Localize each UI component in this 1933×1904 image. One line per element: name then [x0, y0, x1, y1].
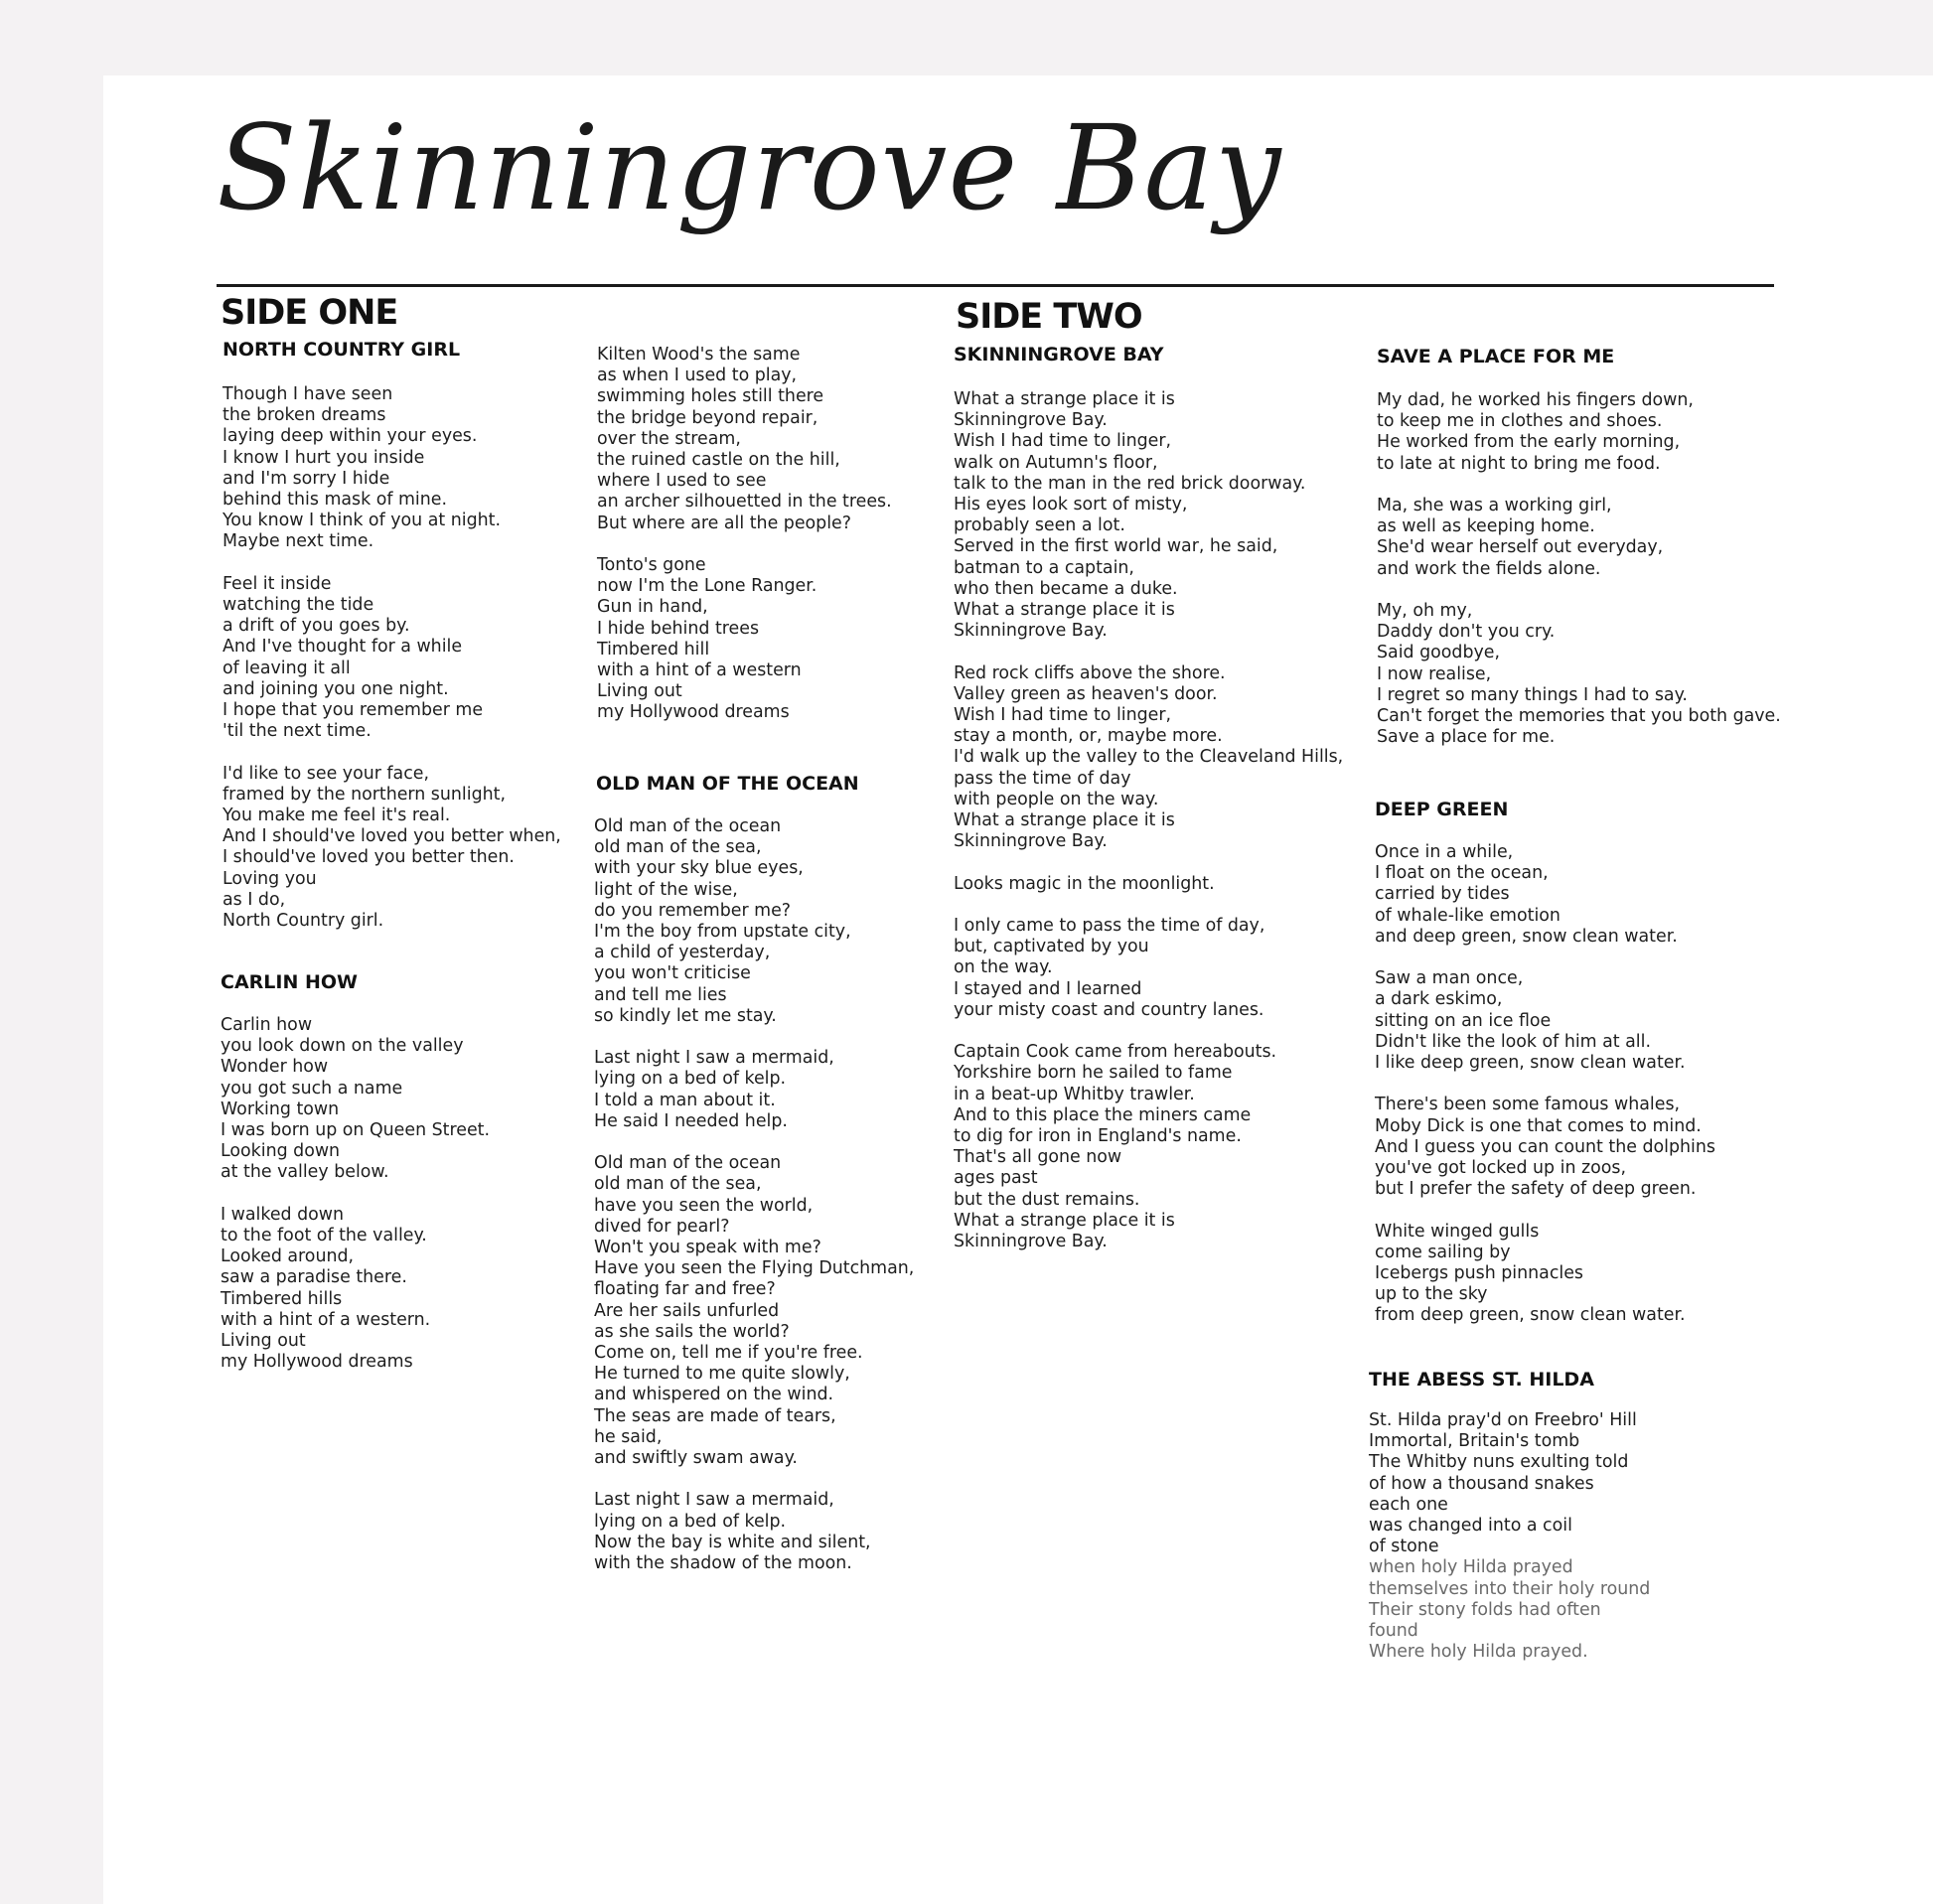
lyric-line: I only came to pass the time of day, [954, 916, 1265, 937]
lyric-line: light of the wise, [594, 879, 738, 900]
lyric-line: There's been some famous whales, [1375, 1095, 1681, 1115]
lyric-line: Kilten Wood's the same [597, 345, 801, 365]
lyric-line: I stayed and I learned [954, 978, 1142, 999]
lyric-line: floating far and free? [594, 1279, 776, 1300]
lyric-line: batman to a captain, [954, 557, 1134, 578]
lyric-line: stay a month, or, maybe more. [954, 726, 1223, 747]
lyric-line: old man of the sea, [594, 837, 762, 858]
lyric-line: you look down on the valley [221, 1036, 464, 1057]
lyrics-deep-green [1375, 842, 1715, 1327]
lyric-line: up to the sky [1375, 1284, 1488, 1305]
lyric-line: my Hollywood dreams [221, 1352, 413, 1373]
lyric-line: What a strange place it is [954, 600, 1175, 621]
lyric-line: who then became a duke. [954, 578, 1178, 599]
lyric-line: Old man of the ocean [594, 816, 782, 836]
lyric-line: But where are all the people? [597, 513, 851, 533]
lyric-line: of how a thousand snakes [1369, 1473, 1594, 1494]
song-title-north-country-girl: NORTH COUNTRY GIRL [223, 339, 461, 361]
lyric-line: Loving you [223, 868, 317, 889]
lyric-line: And I've thought for a while [223, 637, 463, 658]
lyric-line: to the foot of the valley. [221, 1226, 427, 1246]
lyric-line: Carlin how [221, 1015, 313, 1035]
lyric-line: and tell me lies [594, 984, 727, 1005]
lyric-stanza [954, 1042, 1343, 1252]
lyric-line: old man of the sea, [594, 1174, 762, 1195]
lyric-line: Maybe next time. [223, 531, 374, 552]
lyric-line: Last night I saw a mermaid, [594, 1048, 834, 1069]
lyric-stanza [1375, 968, 1715, 1074]
lyric-stanza [594, 1153, 914, 1469]
lyric-line: Saw a man once, [1375, 968, 1524, 989]
lyric-line: St. Hilda pray'd on Freebro' Hill [1369, 1410, 1637, 1430]
lyric-stanza [221, 1205, 490, 1374]
lyric-line: And I guess you can count the dolphins [1375, 1136, 1715, 1157]
lyric-stanza [221, 1015, 490, 1184]
lyric-line: but I prefer the safety of deep green. [1375, 1179, 1697, 1200]
lyric-line: Ma, she was a working girl, [1377, 496, 1612, 515]
lyric-stanza [223, 764, 561, 933]
lyric-line: you've got locked up in zoos, [1375, 1158, 1626, 1179]
lyric-line: and joining you one night. [223, 678, 449, 699]
lyric-line: My, oh my, [1377, 601, 1473, 621]
lyric-line: you won't criticise [594, 963, 751, 984]
lyric-line: He said I needed help. [594, 1110, 788, 1131]
lyric-stanza [597, 345, 892, 534]
lyric-line: Looks magic in the moonlight. [954, 873, 1215, 894]
lyric-line: My dad, he worked his fingers down, [1377, 390, 1694, 410]
lyric-line: on the way. [954, 957, 1053, 978]
lyric-line: as she sails the world? [594, 1321, 790, 1342]
lyric-line: to dig for iron in England's name. [954, 1126, 1242, 1147]
lyric-line: What a strange place it is [954, 1210, 1175, 1231]
lyric-line: Now the bay is white and silent, [594, 1532, 871, 1552]
lyric-line: behind this mask of mine. [223, 490, 448, 511]
lyric-line: Wonder how [221, 1057, 329, 1078]
lyric-line: to keep me in clothes and shoes. [1377, 411, 1663, 432]
lyric-line: White winged gulls [1375, 1221, 1540, 1242]
song-title-save-a-place-for-me: SAVE A PLACE FOR ME [1377, 346, 1615, 367]
lyric-line: Yorkshire born he sailed to fame [954, 1063, 1233, 1084]
lyric-line: I hope that you remember me [223, 700, 484, 721]
lyric-line: laying deep within your eyes. [223, 426, 478, 447]
lyric-stanza [954, 389, 1343, 642]
lyric-line: Last night I saw a mermaid, [594, 1490, 834, 1511]
lyric-line: Moby Dick is one that comes to mind. [1375, 1115, 1702, 1136]
lyric-line: but, captivated by you [954, 937, 1149, 957]
lyric-line: I'd walk up the valley to the Cleaveland Hills, [954, 747, 1344, 768]
lyric-line: What a strange place it is [954, 810, 1175, 831]
lyric-line: was changed into a coil [1369, 1516, 1572, 1537]
lyric-stanza [954, 663, 1343, 853]
lyric-line: lying on a bed of kelp. [594, 1069, 787, 1090]
lyric-line: your misty coast and country lanes. [954, 999, 1264, 1020]
lyric-line: each one [1369, 1494, 1448, 1515]
lyric-line: with people on the way. [954, 789, 1159, 809]
lyric-line: Once in a while, [1375, 842, 1514, 862]
lyric-line: the bridge beyond repair, [597, 407, 818, 428]
lyric-line: saw a paradise there. [221, 1267, 407, 1288]
lyric-line: 'til the next time. [223, 721, 372, 742]
lyric-line: Can't forget the memories that you both gave. [1377, 706, 1781, 727]
lyric-stanza [1369, 1410, 1650, 1663]
lyric-line: Living out [597, 681, 682, 702]
lyric-stanza [594, 1490, 914, 1574]
lyric-line: with a hint of a western [597, 660, 802, 681]
lyric-line: an archer silhouetted in the trees. [597, 492, 892, 513]
lyric-line: Skinningrove Bay. [954, 1232, 1108, 1252]
lyric-line: And I should've loved you better when, [223, 826, 561, 847]
lyric-line: Skinningrove Bay. [954, 410, 1108, 431]
lyric-line: Immortal, Britain's tomb [1369, 1431, 1580, 1452]
lyric-line: so kindly let me stay. [594, 1005, 777, 1026]
lyric-line: when holy Hilda prayed [1369, 1557, 1573, 1578]
song-title-old-man-of-the-ocean: OLD MAN OF THE OCEAN [596, 773, 859, 795]
lyric-line: Living out [221, 1331, 306, 1352]
lyric-line: I should've loved you better then. [223, 847, 515, 868]
lyric-stanza [594, 1048, 914, 1132]
lyric-line: of whale-like emotion [1375, 905, 1561, 926]
lyric-line: Daddy don't you cry. [1377, 622, 1556, 643]
lyric-line: a dark eskimo, [1375, 989, 1503, 1010]
lyric-line: pass the time of day [954, 768, 1131, 789]
lyric-line: Their stony folds had often [1369, 1599, 1601, 1620]
lyric-line: North Country girl. [223, 911, 384, 932]
lyric-line: as when I used to play, [597, 366, 798, 386]
lyric-line: Captain Cook came from hereabouts. [954, 1042, 1277, 1063]
lyric-line: Skinningrove Bay. [954, 621, 1108, 642]
lyric-line: I float on the ocean, [1375, 863, 1549, 884]
album-title: Skinningrove Bay [217, 99, 1282, 236]
lyric-line: I told a man about it. [594, 1090, 776, 1110]
lyric-line: and I'm sorry I hide [223, 468, 390, 489]
lyric-stanza [597, 555, 892, 724]
lyric-line: and swiftly swam away. [594, 1448, 798, 1469]
lyric-stanza [223, 574, 561, 743]
lyric-line: Didn't like the look of him at all. [1375, 1031, 1651, 1052]
lyric-line: I know I hurt you inside [223, 447, 425, 468]
lyric-line: The Whitby nuns exulting told [1369, 1452, 1629, 1473]
lyric-line: You make me feel it's real. [223, 806, 451, 826]
lyric-line: The seas are made of tears, [594, 1405, 836, 1426]
lyric-line: Where holy Hilda prayed. [1369, 1642, 1588, 1663]
lyric-line: I now realise, [1377, 663, 1492, 684]
lyrics-skinningrove-bay [954, 389, 1343, 1252]
song-title-skinningrove-bay: SKINNINGROVE BAY [954, 344, 1164, 366]
lyrics-north-country-girl [223, 384, 561, 932]
lyric-line: carried by tides [1375, 884, 1510, 905]
lyric-line: of stone [1369, 1537, 1439, 1557]
lyric-line: talk to the man in the red brick doorway. [954, 473, 1306, 494]
lyric-line: Valley green as heaven's door. [954, 683, 1218, 704]
lyric-line: themselves into their holy round [1369, 1578, 1651, 1599]
lyric-line: Won't you speak with me? [594, 1238, 821, 1258]
lyric-line: You know I think of you at night. [223, 511, 501, 531]
lyric-line: at the valley below. [221, 1162, 389, 1183]
lyric-line: with the shadow of the moon. [594, 1553, 852, 1574]
lyric-line: with a hint of a western. [221, 1309, 431, 1330]
lyric-line: What a strange place it is [954, 389, 1175, 409]
lyric-line: swimming holes still there [597, 386, 824, 407]
title-rule [217, 284, 1774, 287]
lyric-line: as I do, [223, 889, 286, 910]
lyric-line: with your sky blue eyes, [594, 858, 804, 879]
lyric-line: Gun in hand, [597, 597, 708, 618]
lyric-stanza [1377, 390, 1781, 475]
lyric-line: watching the tide [223, 595, 374, 616]
lyric-line: as well as keeping home. [1377, 516, 1595, 537]
lyric-line: walk on Autumn's floor, [954, 452, 1158, 473]
lyric-line: Wish I had time to linger, [954, 431, 1172, 452]
lyric-line: my Hollywood dreams [597, 702, 790, 723]
lyric-line: the ruined castle on the hill, [597, 450, 840, 471]
lyric-line: And to this place the miners came [954, 1104, 1252, 1125]
lyric-line: a drift of you goes by. [223, 616, 410, 637]
lyric-line: of leaving it all [223, 658, 351, 678]
lyric-line: Wish I had time to linger, [954, 705, 1172, 726]
lyric-line: Red rock cliffs above the shore. [954, 662, 1226, 683]
lyric-line: and deep green, snow clean water. [1375, 926, 1678, 947]
song-title-carlin-how: CARLIN HOW [221, 971, 358, 993]
lyric-line: I was born up on Queen Street. [221, 1120, 491, 1141]
lyric-stanza [1375, 842, 1715, 948]
lyric-line: dived for pearl? [594, 1216, 730, 1237]
song-title-deep-green: DEEP GREEN [1375, 799, 1509, 820]
lyric-line: now I'm the Lone Ranger. [597, 576, 818, 597]
lyric-line: and whispered on the wind. [594, 1385, 834, 1405]
lyrics-the-abess-st-hilda [1369, 1410, 1650, 1663]
lyric-line: have you seen the world, [594, 1195, 814, 1216]
lyric-line: lying on a bed of kelp. [594, 1511, 787, 1532]
lyric-line: Timbered hills [221, 1288, 343, 1309]
lyric-line: over the stream, [597, 428, 741, 449]
lyric-stanza [223, 384, 561, 553]
lyric-stanza [1375, 1095, 1715, 1200]
lyric-line: Come on, tell me if you're free. [594, 1343, 863, 1364]
lyric-line: Feel it inside [223, 573, 332, 594]
lyric-line: ages past [954, 1168, 1038, 1189]
song-title-the-abess-st-hilda: THE ABESS ST. HILDA [1369, 1369, 1594, 1391]
lyric-stanza [1375, 1222, 1715, 1327]
lyric-line: Tonto's gone [597, 555, 706, 576]
lyric-line: Looked around, [221, 1246, 355, 1267]
lyric-line: found [1369, 1621, 1418, 1642]
lyric-line: His eyes look sort of misty, [954, 495, 1188, 515]
lyric-line: Served in the first world war, he said, [954, 536, 1278, 557]
lyric-line: do you remember me? [594, 900, 792, 921]
lyrics-old-man-of-the-ocean [594, 816, 914, 1574]
lyric-line: Skinningrove Bay. [954, 831, 1108, 852]
lyric-line: in a beat-up Whitby trawler. [954, 1084, 1195, 1104]
lyric-line: He worked from the early morning, [1377, 432, 1681, 453]
lyric-stanza [954, 874, 1343, 895]
lyric-line: Are her sails unfurled [594, 1300, 780, 1321]
lyrics-save-a-place-for-me [1377, 390, 1781, 748]
lyric-line: Looking down [221, 1141, 341, 1162]
lyric-line: come sailing by [1375, 1242, 1511, 1262]
lyric-line: the broken dreams [223, 405, 386, 426]
lyric-line: but the dust remains. [954, 1189, 1140, 1210]
lyric-line: I hide behind trees [597, 618, 760, 639]
lyric-line: to late at night to bring me food. [1377, 453, 1661, 474]
lyric-line: Save a place for me. [1377, 727, 1556, 748]
side-two-heading: SIDE TWO [956, 297, 1142, 337]
lyric-line: That's all gone now [954, 1147, 1122, 1168]
lyric-line: Though I have seen [223, 384, 393, 404]
lyric-line: you got such a name [221, 1078, 403, 1098]
lyric-line: framed by the northern sunlight, [223, 784, 506, 805]
lyric-line: where I used to see [597, 471, 767, 492]
lyric-stanza [1377, 496, 1781, 580]
lyric-line: She'd wear herself out everyday, [1377, 537, 1664, 558]
lyric-line: from deep green, snow clean water. [1375, 1305, 1686, 1326]
lyric-line: I regret so many things I had to say. [1377, 684, 1688, 705]
lyric-line: Timbered hill [597, 639, 710, 659]
lyric-line: I walked down [221, 1204, 345, 1225]
lyric-line: Working town [221, 1098, 340, 1119]
lyric-line: probably seen a lot. [954, 515, 1125, 536]
lyric-line: He turned to me quite slowly, [594, 1364, 850, 1385]
lyric-line: Said goodbye, [1377, 643, 1501, 663]
lyric-stanza [954, 916, 1343, 1021]
lyric-line: and work the fields alone. [1377, 558, 1601, 579]
lyric-line: I'm the boy from upstate city, [594, 922, 851, 943]
lyrics-carlin-how [221, 1015, 490, 1373]
lyric-line: he said, [594, 1426, 663, 1447]
lyric-stanza [1377, 601, 1781, 748]
lyric-stanza [594, 816, 914, 1027]
lyrics-carlin-how-continued [597, 345, 892, 724]
lyric-line: Icebergs push pinnacles [1375, 1263, 1583, 1284]
lyric-line: a child of yesterday, [594, 943, 771, 963]
lyric-line: Have you seen the Flying Dutchman, [594, 1258, 915, 1279]
lyric-line: sitting on an ice floe [1375, 1010, 1552, 1031]
lyric-line: I'd like to see your face, [223, 763, 429, 784]
lyric-line: Old man of the ocean [594, 1153, 782, 1174]
lyric-line: I like deep green, snow clean water. [1375, 1053, 1686, 1074]
side-one-heading: SIDE ONE [221, 293, 398, 333]
